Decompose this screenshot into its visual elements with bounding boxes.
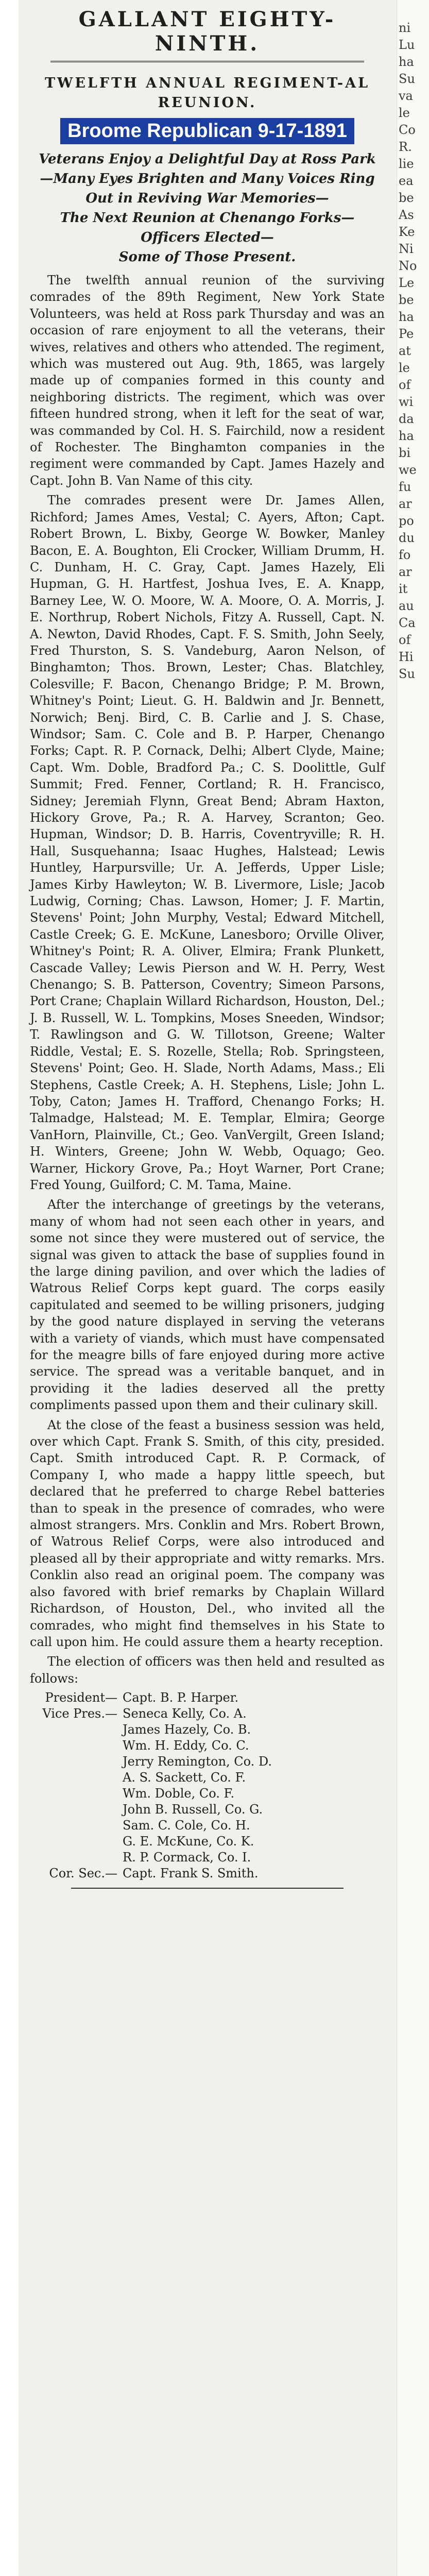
officer-row: John B. Russell, Co. G.	[123, 1802, 263, 1817]
officer-row: Wm. Doble, Co. F.	[123, 1786, 235, 1801]
edge-fragment: Su	[399, 667, 415, 681]
officer-row: G. E. McKune, Co. K.	[123, 1834, 254, 1849]
edge-fragment: we	[399, 463, 417, 477]
officer-row: R. P. Cormack, Co. I.	[123, 1850, 251, 1865]
edge-fragment: fo	[399, 548, 411, 562]
edge-fragment: of	[399, 378, 411, 392]
edge-fragment: le	[399, 361, 410, 375]
edge-fragment: No	[399, 259, 417, 273]
article-body	[30, 272, 385, 1687]
edge-fragment: R.	[399, 140, 412, 154]
edge-fragment: fu	[399, 480, 411, 494]
edge-fragment: ha	[399, 310, 414, 324]
officer-row: Jerry Remington, Co. D.	[123, 1754, 272, 1769]
edge-fragment: ni	[399, 21, 411, 35]
edge-fragment: at	[399, 344, 411, 358]
article-paragraph: After the interchange of greetings by the veterans, many of whom had not seen each other in years, and some not since they were mustered out of service, the signal was given to attack the base of supplies found in the large dining pavilion, and over which the ladies of Watrous Relief Corps kept guard. The corps easily capitulated and seemed to be willing prisoners, judging by the good nature displayed in serving the veterans with a variety of viands, which must have compensated for the meagre bills of fare enjoyed during more active service. The spread was a veritable banquet, and in providing it the ladies deserved all the pretty compliments passed upon them and their culinary skill.	[30, 1197, 385, 1413]
officer-row: Wm. H. Eddy, Co. C.	[123, 1738, 249, 1753]
edge-fragment: ar	[399, 565, 412, 579]
edge-fragment: po	[399, 514, 414, 528]
article-paragraph: The election of officers was then held and resulted as follows:	[30, 1654, 385, 1686]
edge-fragment: wi	[399, 395, 414, 409]
edge-fragment: bi	[399, 446, 411, 460]
edge-fragment: va	[399, 89, 413, 103]
officer-row: James Hazely, Co. B.	[123, 1722, 251, 1737]
officer-row: Cor. Sec.— Capt. Frank S. Smith.	[49, 1866, 259, 1881]
deck-line: The Next Reunion at Chenango Forks—Officers Elected—	[60, 210, 355, 245]
source-label-text: Broome Republican 9-17-1891	[60, 118, 354, 144]
edge-fragment: Ke	[399, 225, 415, 239]
article-paragraph: At the close of the feast a business session was held, over which Capt. Frank S. Smith, of this city, presided. Capt. Smith introduced Capt. R. P. Cormack, of Company I, who made a happy little speech, but declared that he preferred to charge Rebel batteries than to speak in the presence of comrades, who were almost strangers. Mrs. Conklin and Mrs. Robert Brown, of Watrous Relief Corps, were also introduced and pleased all by their appropriate and witty remarks. Mrs. Conklin also read an original poem. The company was also favored with brief remarks by Chaplain Willard Richardson, of Houston, Del., who invited all the comrades, who might find themselves in his State to call upon him. He could assure them a hearty reception.	[30, 1417, 385, 1649]
headline: GALLANT EIGHTY-NINTH.	[78, 7, 336, 56]
edge-fragment: be	[399, 191, 414, 205]
officer-row: Sam. C. Cole, Co. H.	[123, 1818, 250, 1833]
edge-fragment: au	[399, 599, 414, 613]
edge-fragment: ha	[399, 429, 414, 443]
headline-rule	[50, 61, 364, 62]
edge-fragment: be	[399, 293, 414, 307]
adjacent-column-edge	[397, 0, 429, 2576]
edge-fragment: lie	[399, 157, 414, 171]
edge-fragment: Hi	[399, 650, 414, 664]
edge-fragment: Su	[399, 72, 415, 86]
edge-fragment: Ca	[399, 616, 416, 630]
officer-row: President— Capt. B. P. Harper.	[45, 1690, 239, 1705]
edge-fragment: da	[399, 412, 414, 426]
article-paragraph: The comrades present were Dr. James Allen, Richford; James Ames, Vestal; C. Ayers, Afton; Capt. Robert Brown, L. Bixby, George W. Bowker, Manley Bacon, E. A. Boughton, Eli Crocker, William Drumm, H. C. Dunham, H. C. Gray, Capt. James Hazely, Eli Hupman, G. H. Hartfest, Joshua Ives, E. A. Knapp, Barney Lee, W. O. Moore, W. A. Moore, O. A. Morris, J. E. Northrup, Robert Nichols, Fitzy A. Russell, Capt. N. A. Newton, David Rhodes, Capt. F. S. Smith, John Seely, Fred Thurston, S. S. Vandeburg, Aaron Nelson, of Binghamton; Thos. Brown, Lester; Chas. Blatchley, Colesville; F. Bacon, Chenango Bridge; P. M. Brown, Whitney's Point; Lieut. G. H. Baldwin and Jr. Bennett, Norwich; Benj. Bird, C. B. Carlie and J. S. Chase, Windsor; Sam. C. Cole and B. P. Harper, Chenango Forks; Capt. R. P. Cornack, Delhi; Albert Clyde, Maine; Capt. Wm. Doble, Bradford Pa.; C. S. Doolittle, Gulf Summit; Fred. Fenner, Cortland; R. H. Francisco, Sidney; Jeremiah Flynn, Great Bend; Abram Haxton, Hickory Grove, Pa.; R. A. Harvey, Scranton; Geo. Hupman, Windsor; D. B. Harris, Coventryville; R. H. Hall, Susquehanna; Isaac Hughes, Halstead; Lewis Huntley, Harpursville; Ur. A. Jefferds, Upper Lisle; James Kirby Hawleyton; W. B. Livermore, Lisle; Jacob Ludwig, Corning; Chas. Lawson, Homer; J. F. Martin, Stevens' Point; John Murphy, Vestal; Edward Mitchell, Castle Creek; G. E. McKune, Lanesboro; Orville Oliver, Whitney's Point; R. A. Oliver, Elmira; Frank Plunkett, Cascade Valley; Lewis Pierson and W. H. Perry, West Chenango; S. B. Patterson, Coventry; Simeon Parsons, Port Crane; Chaplain Willard Richardson, Houston, Del.; J. B. Russell, W. L. Tompkins, Moses Sneeden, Windsor; T. Rawlingson and G. W. Tillotson, Greene; Walter Riddle, Vestal; E. S. Rozelle, Stella; Rob. Springsteen, Stevens' Point; Geo. H. Slade, North Adams, Mass.; Eli Stephens, Castle Creek; A. H. Stephens, Lisle; John L. Toby, Caton; James H. Trafford, Chenango Forks; H. Talmadge, Halstead; M. E. Templar, Elmira; George VanHorn, Plainville, Ct.; Geo. VanVergilt, Green Island; H. Winters, Greene; John W. Webb, Oquago; Geo. Warner, Hickory Grove, Pa.; Hoyt Warner, Port Crane; Fred Young, Guilford; C. M. Tama, Maine.	[30, 493, 385, 1192]
deck-summary	[38, 149, 376, 267]
officers-list	[30, 1690, 385, 1882]
edge-fragment: ha	[399, 55, 414, 69]
edge-fragment: le	[399, 106, 410, 120]
deck-line: Some of Those Present.	[118, 249, 296, 265]
edge-fragment: Ni	[399, 242, 414, 256]
edge-fragment: Pe	[399, 327, 414, 341]
end-rule	[71, 1888, 344, 1889]
newspaper-column	[19, 0, 396, 2576]
edge-fragment: As	[399, 208, 414, 222]
edge-fragment: Le	[399, 276, 415, 290]
edge-fragment: du	[399, 531, 415, 545]
deck-line: Veterans Enjoy a Delightful Day at Ross Park—Many Eyes Brighten and Many Voices Ring Out in Reviving War Memories—	[39, 151, 376, 206]
edge-fragment: of	[399, 633, 411, 647]
officer-row: Vice Pres.— Seneca Kelly, Co. A.	[42, 1706, 247, 1721]
edge-fragment: Co	[399, 123, 416, 137]
source-label	[30, 118, 385, 144]
article-paragraph: The twelfth annual reunion of the surviving comrades of the 89th Regiment, New York State Volunteers, was held at Ross park Thursday and was an occasion of rare enjoyment to all the veterans, their wives, relatives and others who attended. The regiment, which was mustered out Aug. 9th, 1865, was largely made up of companies formed in this county and neighboring districts. The regiment, which was over fifteen hundred strong, when it left for the seat of war, was commanded by Col. H. S. Fairchild, now a resident of Rochester. The Binghamton companies in the regiment were commanded by Capt. James Hazely and Capt. John B. Van Name of this city.	[30, 273, 385, 488]
edge-fragment: ea	[399, 174, 414, 188]
edge-fragment: it	[399, 582, 408, 596]
edge-fragment: Lu	[399, 38, 415, 52]
officer-row: A. S. Sackett, Co. F.	[123, 1770, 246, 1785]
subhead: TWELFTH ANNUAL REGIMENT-AL REUNION.	[44, 75, 370, 111]
edge-fragment: ar	[399, 497, 412, 511]
